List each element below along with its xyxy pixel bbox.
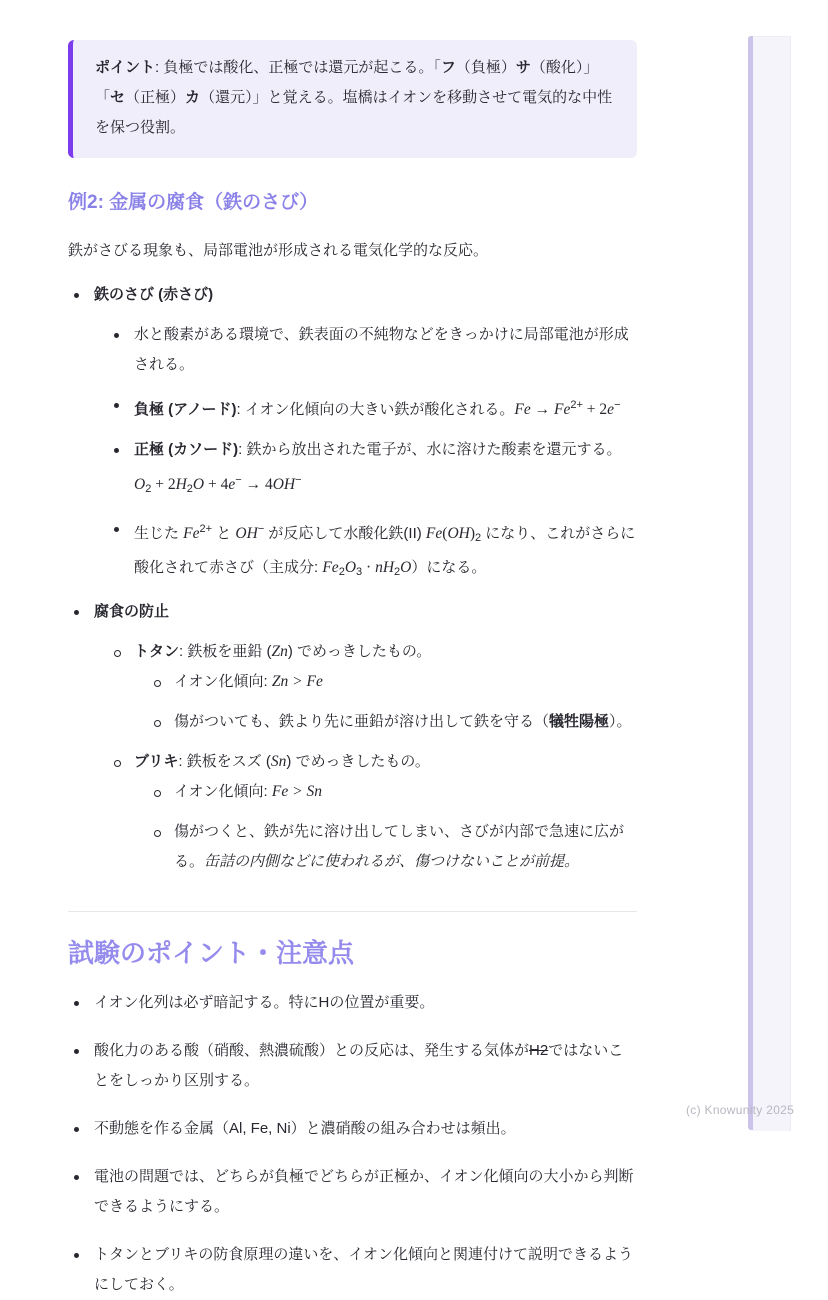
text-run: → 4 <box>241 476 273 493</box>
text-run: 生じた <box>134 525 184 542</box>
text-run: : 負極では酸化、正極では還元が起こる。「 <box>155 59 441 76</box>
list-item <box>68 637 637 667</box>
section-divider <box>68 911 637 912</box>
list-item-text <box>94 280 637 310</box>
list-item <box>68 817 637 877</box>
text-run: Sn <box>270 753 287 770</box>
text-run: 2 <box>394 566 401 578</box>
copyright-watermark: (c) Knowunity 2025 <box>686 1103 795 1117</box>
list-item-text <box>94 1162 637 1222</box>
text-run: O <box>344 559 357 576</box>
list-item-text <box>94 988 637 1018</box>
text-run: （還元）」と覚える。塩橋はイオンを移動させて電気的な中性を保つ役割。 <box>95 89 613 136</box>
text-run: 2 <box>145 483 152 495</box>
text-run: → <box>530 401 555 418</box>
text-run: Fe > Sn <box>271 783 322 800</box>
text-run: 傷がつくと、鉄が先に溶け出してしまい、さびが内部で急速に広がる。 <box>174 823 625 870</box>
bullet-marker <box>114 747 134 767</box>
text-run: O <box>134 476 146 493</box>
text-run: 鉄がさびる現象も、局部電池が形成される電気化学的な反応。 <box>68 242 489 259</box>
bullet-marker <box>154 817 174 837</box>
bullet-marker <box>114 435 134 453</box>
bullet-marker <box>74 597 94 615</box>
text-run: イオン化傾向: <box>174 783 272 800</box>
text-run: サ <box>515 59 531 76</box>
bullet-marker <box>114 320 134 338</box>
bullet-marker <box>114 390 134 408</box>
text-run: 缶詰の内側などに使われるが、傷つけないことが前提。 <box>204 853 580 870</box>
text-run: ）になる。 <box>411 559 487 576</box>
text-run: Zn > Fe <box>271 673 323 690</box>
text-run: · <box>362 559 376 576</box>
text-run: 2 <box>186 483 193 495</box>
list-item <box>68 280 637 310</box>
list-item <box>68 777 637 807</box>
text-run: + 4 <box>204 476 229 493</box>
bullet-marker <box>154 667 174 687</box>
list-item <box>68 707 637 737</box>
section-heading-corrosion-example: 例2: 金属の腐食（鉄のさび） <box>68 192 319 213</box>
text-run: OH <box>447 525 470 542</box>
list-item <box>68 435 637 504</box>
list-item-text <box>134 514 637 587</box>
point-callout <box>68 40 637 158</box>
text-run: : 鉄板をスズ ( <box>178 753 271 770</box>
section-heading-exam-points: 試験のポイント・注意点 <box>68 938 355 968</box>
list-item-text <box>94 1114 637 1144</box>
text-run: e <box>228 476 236 493</box>
text-run: ブリキ <box>134 753 179 770</box>
list-item-text <box>94 1036 637 1096</box>
bullet-marker <box>74 1114 94 1132</box>
text-run: + 2 <box>151 476 176 493</box>
text-run: Fe <box>554 401 571 418</box>
next-page-edge-preview <box>748 36 790 1130</box>
list-item <box>68 390 637 425</box>
list-item-text <box>134 390 637 425</box>
text-run: （正極） <box>125 89 186 106</box>
text-run: nH <box>375 559 395 576</box>
text-run: OH <box>235 525 258 542</box>
list-item <box>68 667 637 697</box>
text-run: イオン化傾向: <box>174 673 272 690</box>
text-run: 2+ <box>199 523 213 535</box>
text-run: OH <box>272 476 296 493</box>
text-run: ポイント <box>95 59 156 76</box>
list-item-text <box>94 597 637 627</box>
corrosion-list <box>68 280 637 877</box>
text-run: − <box>614 399 621 411</box>
bullet-marker <box>74 280 94 298</box>
text-run: : イオン化傾向の大きい鉄が酸化される。 <box>236 401 515 418</box>
list-item-text <box>174 707 637 737</box>
text-run: : 鉄から放出された電子が、水に溶けた酸素を還元する。 <box>238 441 622 458</box>
bullet-marker <box>114 514 134 532</box>
text-run: 電池の問題では、どちらが負極でどちらが正極か、イオン化傾向の大小から判断できるようにする。 <box>94 1168 634 1215</box>
list-item <box>68 1162 637 1222</box>
text-run: が反応して水酸化鉄(II) <box>264 525 426 542</box>
text-run: ) でめっきしたもの。 <box>286 753 430 770</box>
text-run: 酸化力のある酸（硝酸、熱濃硫酸）との反応は、発生する気体が <box>94 1042 530 1059</box>
text-run: 腐食の防止 <box>94 603 170 620</box>
text-run: 2+ <box>570 399 583 411</box>
text-run: + 2 <box>582 401 608 418</box>
list-item-text <box>94 1240 637 1300</box>
note-page-content <box>68 0 637 1300</box>
text-run: − <box>235 474 242 486</box>
text-run: 水と酸素がある環境で、鉄表面の不純物などをきっかけに局部電池が形成される。 <box>134 326 629 373</box>
text-run: ( <box>442 525 448 542</box>
bullet-marker <box>74 988 94 1006</box>
text-run: Fe <box>425 525 443 542</box>
page-edge-panel[interactable] <box>753 36 791 1131</box>
exam-points-list <box>68 988 637 1300</box>
text-run: カ <box>185 89 201 106</box>
list-item-text <box>134 747 637 777</box>
text-run: イオン化列は必ず暗記する。特にHの位置が重要。 <box>94 994 435 1011</box>
text-run: Fe <box>514 401 531 418</box>
text-run: H <box>175 476 187 493</box>
text-run: トタン <box>134 643 180 660</box>
bullet-marker <box>74 1162 94 1180</box>
text-run: 犠牲陽極 <box>549 713 610 730</box>
text-run: Fe <box>183 525 200 542</box>
text-run: と <box>212 525 236 542</box>
text-run: 傷がついても、鉄より先に亜鉛が溶け出して鉄を守る（ <box>174 713 550 730</box>
text-run: ) <box>469 525 476 542</box>
list-item <box>68 1240 637 1300</box>
text-run: 鉄のさび (赤さび) <box>94 286 214 303</box>
list-item <box>68 747 637 777</box>
text-run: ）。 <box>609 713 632 730</box>
bullet-marker <box>154 777 174 797</box>
text-run: − <box>257 523 265 535</box>
list-item-text <box>134 637 637 667</box>
text-run: （負極） <box>455 59 516 76</box>
list-item <box>68 597 637 627</box>
text-run: 3 <box>356 566 363 578</box>
list-item-text <box>174 817 637 877</box>
list-item <box>68 988 637 1018</box>
list-item <box>68 1114 637 1144</box>
text-run: Zn <box>271 643 288 660</box>
text-run: Fe <box>322 559 339 576</box>
list-item-text <box>174 777 637 807</box>
text-run: （酸化）」「 <box>95 59 599 106</box>
list-item-text <box>134 320 637 380</box>
text-run: 2 <box>475 532 482 544</box>
text-run: O <box>400 559 412 576</box>
text-run: セ <box>110 89 126 106</box>
text-run: : 鉄板を亜鉛 ( <box>179 643 272 660</box>
bullet-marker <box>74 1036 94 1054</box>
list-item <box>68 514 637 587</box>
text-run: H2 <box>529 1042 549 1059</box>
text-run: 正極 (カソード) <box>134 441 239 458</box>
text-run: になり、これがさらに酸化されて赤さび（主成分: <box>134 525 636 576</box>
text-run: 負極 (アノード) <box>134 401 237 418</box>
bullet-marker <box>154 707 174 727</box>
list-item <box>68 1036 637 1096</box>
list-item <box>68 320 637 380</box>
bullet-marker <box>114 637 134 657</box>
text-run: トタンとブリキの防食原理の違いを、イオン化傾向と関連付けて説明できるようにしておく。 <box>94 1246 633 1293</box>
corrosion-intro-paragraph <box>68 236 637 266</box>
text-run: ではないことをしっかり区別する。 <box>94 1042 624 1089</box>
text-run: ) でめっきしたもの。 <box>287 643 432 660</box>
text-run: O <box>192 476 205 493</box>
text-run: e <box>607 401 615 418</box>
text-run: フ <box>440 59 456 76</box>
text-run: − <box>295 474 302 486</box>
text-run: 不動態を作る金属（Al, Fe, Ni）と濃硝酸の組み合わせは頻出。 <box>94 1120 516 1137</box>
bullet-marker <box>74 1240 94 1258</box>
list-item-text <box>174 667 637 697</box>
text-run: 2 <box>338 566 345 578</box>
list-item-text <box>134 435 637 504</box>
